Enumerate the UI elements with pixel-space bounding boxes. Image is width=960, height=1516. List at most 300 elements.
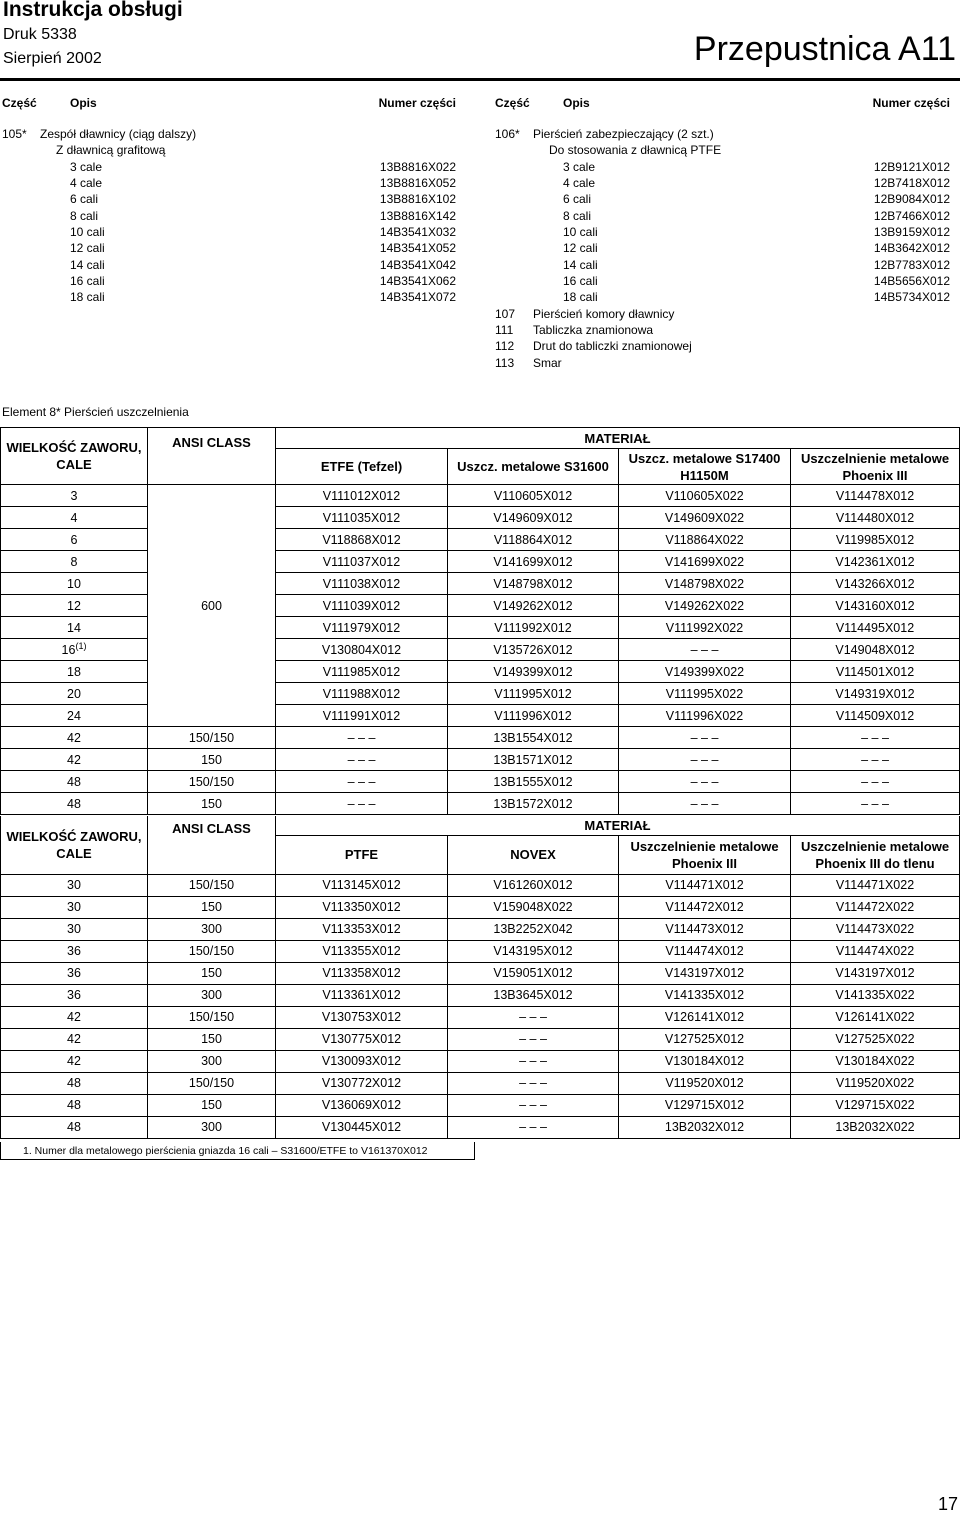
part-number-cell: V119985X012	[791, 529, 960, 551]
valve-size-cell	[1, 485, 148, 507]
size-row	[495, 289, 950, 305]
valve-size-cell: 36	[1, 962, 148, 984]
size-row	[495, 208, 950, 224]
part-number-cell: V113361X012	[276, 984, 448, 1006]
part-number-cell: – – –	[448, 1072, 619, 1094]
valve-size-cell: 30	[1, 896, 148, 918]
part-number-cell: V141699X012	[448, 551, 619, 573]
part-number-cell: V118868X012	[276, 529, 448, 551]
part-number-cell: V129715X022	[791, 1094, 960, 1116]
ansi-class-cell: 150/150	[148, 940, 276, 962]
size-row	[0, 175, 462, 191]
part-number-cell: – – –	[619, 727, 791, 749]
header-phoenix-oxygen-line1: Uszczelnienie metalowe	[800, 838, 950, 854]
part-number-cell: 13B2252X042	[448, 918, 619, 940]
part-number-cell: V113145X012	[276, 874, 448, 896]
part-number-cell: V149609X012	[448, 507, 619, 529]
size-row	[0, 240, 462, 256]
part-number-cell: – – –	[619, 771, 791, 793]
ansi-class-cell	[148, 485, 276, 507]
size-row	[495, 240, 950, 256]
part-subheading	[495, 142, 950, 158]
table-row	[1, 984, 960, 1006]
part-number: 14B3541X072	[379, 290, 456, 305]
table-row	[1, 749, 960, 771]
table-row	[1, 793, 960, 815]
seal-ring-table-1	[0, 427, 960, 815]
header-valve-size-line1: WIELKOŚĆ ZAWORU,	[6, 440, 142, 455]
part-number-cell: V143266X012	[791, 573, 960, 595]
col-desc-label: Opis	[563, 96, 590, 110]
size-row	[495, 273, 950, 289]
valve-size-cell: 48	[1, 771, 148, 793]
valve-size: 4	[70, 510, 78, 525]
size-label: 12 cali	[563, 241, 598, 256]
part-row	[0, 126, 462, 142]
table-row	[1, 1094, 960, 1116]
size-label: 8 cali	[70, 208, 99, 223]
part-number-cell: V111038X012	[276, 573, 448, 595]
page-number: 17	[937, 1494, 958, 1514]
part-number-cell: V111996X022	[619, 705, 791, 727]
part-number-cell: V149262X012	[448, 595, 619, 617]
part-desc: Drut do tabliczki znamionowej	[533, 339, 692, 354]
valve-size-cell: 42	[1, 1028, 148, 1050]
ansi-class-cell: 300	[148, 918, 276, 940]
header-material: MATERIAŁ	[276, 428, 960, 449]
ansi-class-cell	[148, 617, 276, 639]
part-number-cell: V119520X022	[791, 1072, 960, 1094]
part-number-cell: V114472X012	[619, 896, 791, 918]
valve-size-cell	[1, 617, 148, 639]
part-number: 13B8816X102	[379, 192, 456, 207]
ansi-class-cell	[148, 683, 276, 705]
size-label: 16 cali	[563, 274, 598, 289]
part-number-cell: – – –	[276, 749, 448, 771]
part-subheading	[0, 142, 462, 158]
part-number-cell: V130184X012	[619, 1050, 791, 1072]
part-number: 14B3541X032	[379, 225, 456, 240]
ansi-class-cell	[148, 661, 276, 683]
part-number-cell: V114480X012	[791, 507, 960, 529]
part-number-cell: – – –	[448, 1006, 619, 1028]
ansi-class-cell: 150	[148, 962, 276, 984]
ansi-class-cell	[148, 551, 276, 573]
valve-size-cell: 48	[1, 1072, 148, 1094]
part-number-cell: V130804X012	[276, 639, 448, 661]
valve-size: 24	[67, 708, 81, 723]
size-label: 3 cale	[70, 159, 103, 174]
part-number-cell: V114474X022	[791, 940, 960, 962]
valve-size-cell	[1, 529, 148, 551]
part-number-cell: – – –	[448, 1116, 619, 1138]
part-number-cell: – – –	[791, 749, 960, 771]
part-sub-desc: Z dławnicą grafitową	[56, 143, 166, 158]
size-row	[495, 224, 950, 240]
size-label: 14 cali	[70, 257, 105, 272]
part-number-cell: V149609X022	[619, 507, 791, 529]
footnote: 1. Numer dla metalowego pierścienia gniazda 16 cali – S31600/ETFE to V161370X012	[0, 1142, 475, 1160]
left-size-rows	[0, 159, 462, 306]
part-number-cell: – – –	[448, 1028, 619, 1050]
ansi-class-cell: 150	[148, 749, 276, 771]
part-number: 13B9159X012	[873, 225, 950, 240]
table-row	[1, 727, 960, 749]
section-title: Element 8* Pierścień uszczelnienia	[2, 405, 189, 419]
part-desc: Zespół dławnicy (ciąg dalszy)	[40, 127, 197, 141]
table-row	[1, 1072, 960, 1094]
part-row	[495, 306, 950, 322]
size-label: 10 cali	[563, 225, 598, 240]
part-id: 113	[495, 355, 515, 370]
ansi-class-cell: 150/150	[148, 771, 276, 793]
valve-size-cell: 30	[1, 918, 148, 940]
table-2-body	[1, 874, 960, 1138]
right-size-rows	[495, 159, 950, 306]
part-number-cell: – – –	[276, 793, 448, 815]
valve-size-cell	[1, 661, 148, 683]
part-number-cell: V114509X012	[791, 705, 960, 727]
valve-size: 10	[67, 576, 81, 591]
part-number-cell: V141335X022	[791, 984, 960, 1006]
valve-size-cell	[1, 705, 148, 727]
part-number-cell: V127525X022	[791, 1028, 960, 1050]
part-number-cell: V149048X012	[791, 639, 960, 661]
part-number-cell: V159051X012	[448, 962, 619, 984]
part-number: 14B3541X042	[379, 257, 456, 272]
table-1-body	[1, 485, 960, 815]
part-number: 12B9121X012	[873, 159, 950, 174]
footnote-ref: (1)	[75, 641, 87, 652]
part-number: 14B3541X062	[379, 274, 456, 289]
ansi-class-cell	[148, 507, 276, 529]
ansi-class-cell	[148, 573, 276, 595]
part-number-cell: V111992X012	[448, 617, 619, 639]
part-row	[495, 322, 950, 338]
part-number-cell: V111039X012	[276, 595, 448, 617]
part-number-cell: V142361X012	[791, 551, 960, 573]
part-number-cell: 13B2032X022	[791, 1116, 960, 1138]
size-label: 6 cali	[563, 192, 592, 207]
size-row	[0, 257, 462, 273]
size-row	[495, 175, 950, 191]
part-number-cell: V114472X022	[791, 896, 960, 918]
ansi-class-cell: 300	[148, 1116, 276, 1138]
size-label: 10 cali	[70, 225, 105, 240]
table-row	[1, 1006, 960, 1028]
valve-size-cell: 42	[1, 1050, 148, 1072]
part-number-cell: V141335X012	[619, 984, 791, 1006]
seal-ring-table-2	[0, 816, 960, 1139]
valve-size-cell	[1, 595, 148, 617]
part-number-cell: V111988X012	[276, 683, 448, 705]
header-s31600: Uszcz. metalowe S31600	[448, 449, 619, 485]
part-number-cell: V110605X012	[448, 485, 619, 507]
size-row	[495, 257, 950, 273]
part-row	[495, 355, 950, 371]
size-label: 3 cale	[563, 159, 596, 174]
part-number-cell: V149319X012	[791, 683, 960, 705]
header-s17400-line1: Uszcz. metalowe S17400	[628, 450, 781, 466]
part-number-cell: V114471X022	[791, 874, 960, 896]
size-label: 16 cali	[70, 274, 105, 289]
part-number: 14B5734X012	[873, 290, 950, 305]
size-label: 4 cale	[563, 176, 596, 191]
table-row	[1, 1050, 960, 1072]
ansi-class-cell: 150/150	[148, 727, 276, 749]
part-number-cell: V114473X012	[619, 918, 791, 940]
publication-date: Sierpień 2002	[3, 50, 102, 67]
table-row	[1, 573, 960, 595]
size-label: 18 cali	[70, 290, 105, 305]
header-ansi-class: ANSI CLASS	[148, 816, 276, 874]
ansi-class-cell	[148, 705, 276, 727]
part-number-cell: V130775X012	[276, 1028, 448, 1050]
part-number-cell: V114478X012	[791, 485, 960, 507]
ansi-class-cell: 150/150	[148, 1072, 276, 1094]
header-material: MATERIAŁ	[276, 816, 960, 835]
part-number-cell: V130093X012	[276, 1050, 448, 1072]
size-label: 14 cali	[563, 257, 598, 272]
valve-size: 8	[70, 554, 78, 569]
table-row	[1, 617, 960, 639]
valve-size-cell	[1, 551, 148, 573]
part-number-cell: V141699X022	[619, 551, 791, 573]
part-number-cell: V126141X012	[619, 1006, 791, 1028]
part-number: 13B8816X142	[379, 208, 456, 223]
part-number-cell: V130445X012	[276, 1116, 448, 1138]
part-number-cell: V161260X012	[448, 874, 619, 896]
part-number: 12B9084X012	[873, 192, 950, 207]
size-label: 6 cali	[70, 192, 99, 207]
part-number: 14B5656X012	[873, 274, 950, 289]
part-number-cell: V119520X012	[619, 1072, 791, 1094]
part-number-cell: – – –	[276, 771, 448, 793]
part-number-cell: – – –	[619, 749, 791, 771]
header-phoenix-line2: Phoenix III	[671, 855, 737, 871]
part-number-cell: – – –	[276, 727, 448, 749]
part-number-cell: V130753X012	[276, 1006, 448, 1028]
part-number-cell: V111979X012	[276, 617, 448, 639]
part-number-cell: V111012X012	[276, 485, 448, 507]
part-id: 111	[495, 323, 514, 338]
size-row	[0, 273, 462, 289]
part-row	[495, 338, 950, 354]
ansi-class-cell	[148, 595, 276, 617]
part-number-cell: V135726X012	[448, 639, 619, 661]
valve-size-cell: 36	[1, 984, 148, 1006]
part-number-cell: 13B3645X012	[448, 984, 619, 1006]
part-number-cell: V113355X012	[276, 940, 448, 962]
col-number-label: Numer części	[378, 96, 456, 110]
ansi-class-cell: 150	[148, 896, 276, 918]
header-rule	[0, 78, 960, 81]
part-number-cell: V126141X022	[791, 1006, 960, 1028]
part-number-cell: V113358X012	[276, 962, 448, 984]
valve-size: 12	[67, 598, 81, 613]
size-label: 12 cali	[70, 241, 105, 256]
part-number-cell: – – –	[791, 727, 960, 749]
header-phoenix-oxygen-line2: Phoenix III do tlenu	[815, 855, 935, 871]
header-phoenix-line1: Uszczelnienie metalowe	[800, 450, 950, 466]
part-id: 106*	[495, 127, 520, 141]
part-number-cell: V130772X012	[276, 1072, 448, 1094]
table-row	[1, 683, 960, 705]
part-number-cell: V111995X012	[448, 683, 619, 705]
part-number-cell: V148798X022	[619, 573, 791, 595]
valve-size-cell	[1, 683, 148, 705]
part-number-cell: V143195X012	[448, 940, 619, 962]
table-row	[1, 962, 960, 984]
header-phoenix	[619, 835, 791, 874]
part-number-cell: V111037X012	[276, 551, 448, 573]
part-number-cell: V114473X022	[791, 918, 960, 940]
valve-size-cell: 42	[1, 727, 148, 749]
table-row	[1, 551, 960, 573]
part-row	[495, 126, 950, 142]
header-valve-size-line2: CALE	[56, 845, 92, 861]
part-number-cell: V149399X012	[448, 661, 619, 683]
part-id: 107	[495, 306, 516, 321]
size-row	[0, 208, 462, 224]
manual-title: Instrukcja obsługi	[3, 0, 183, 21]
valve-size: 16	[61, 643, 76, 658]
col-part-label: Część	[2, 96, 37, 110]
part-number-cell: V111996X012	[448, 705, 619, 727]
part-number-cell: V114501X012	[791, 661, 960, 683]
valve-size: 18	[67, 664, 81, 679]
part-number-cell: V114474X012	[619, 940, 791, 962]
part-number-cell: V127525X012	[619, 1028, 791, 1050]
part-number-cell: V143160X012	[791, 595, 960, 617]
header-phoenix-oxygen	[791, 835, 960, 874]
ansi-class-cell	[148, 529, 276, 551]
size-label: 4 cale	[70, 176, 103, 191]
size-row	[0, 159, 462, 175]
part-sub-desc: Do stosowania z dławnicą PTFE	[549, 143, 722, 158]
part-number-cell: V149399X022	[619, 661, 791, 683]
part-desc: Tabliczka znamionowa	[533, 323, 654, 338]
header-etfe: ETFE (Tefzel)	[276, 449, 448, 485]
valve-size-cell: 48	[1, 1094, 148, 1116]
parts-list-left	[0, 95, 462, 306]
size-label: 8 cali	[563, 208, 592, 223]
part-number-cell: V114495X012	[791, 617, 960, 639]
part-number: 13B8816X022	[379, 159, 456, 174]
part-number-cell: V111035X012	[276, 507, 448, 529]
table-row	[1, 595, 960, 617]
part-number: 14B3642X012	[873, 241, 950, 256]
valve-size-cell: 48	[1, 793, 148, 815]
right-extra-parts	[495, 306, 950, 371]
part-number: 12B7466X012	[873, 208, 950, 223]
table-row	[1, 639, 960, 661]
header-s17400-line2: H1150M	[680, 467, 729, 483]
valve-size-cell: 36	[1, 940, 148, 962]
part-number-cell: V129715X012	[619, 1094, 791, 1116]
valve-size-cell: 42	[1, 1006, 148, 1028]
part-number-cell: V136069X012	[276, 1094, 448, 1116]
part-number: 12B7418X012	[873, 176, 950, 191]
part-number-cell: V113353X012	[276, 918, 448, 940]
header-phoenix-line1: Uszczelnienie metalowe	[630, 838, 779, 854]
table-row	[1, 874, 960, 896]
ansi-class-cell	[148, 639, 276, 661]
product-name: Przepustnica A11	[693, 30, 956, 68]
valve-size-cell: 30	[1, 874, 148, 896]
size-label: 18 cali	[563, 290, 598, 305]
col-number-label: Numer części	[872, 96, 950, 110]
header-ptfe: PTFE	[276, 835, 448, 874]
part-id: 112	[495, 339, 515, 354]
ansi-class: 600	[201, 598, 222, 613]
table-row	[1, 918, 960, 940]
print-number: Druk 5338	[3, 26, 77, 43]
header-novex: NOVEX	[448, 835, 619, 874]
part-number-cell: V118864X012	[448, 529, 619, 551]
part-number-cell: V149262X022	[619, 595, 791, 617]
part-desc: Smar	[533, 355, 562, 370]
part-number-cell: V130184X022	[791, 1050, 960, 1072]
size-row	[0, 191, 462, 207]
table-row	[1, 1028, 960, 1050]
part-id: 105*	[2, 127, 27, 141]
valve-size-cell	[1, 573, 148, 595]
header-valve-size-line2: CALE	[56, 457, 92, 472]
part-desc: Pierścień zabezpieczający (2 szt.)	[533, 127, 714, 141]
header-phoenix	[791, 449, 960, 485]
part-number-cell: V118864X022	[619, 529, 791, 551]
part-number-cell: – – –	[791, 771, 960, 793]
ansi-class-cell: 150	[148, 1028, 276, 1050]
part-number-cell: – – –	[619, 639, 791, 661]
parts-list-header	[495, 95, 950, 111]
part-number-cell: – – –	[448, 1050, 619, 1072]
part-number: 13B8816X052	[379, 176, 456, 191]
col-part-label: Część	[495, 96, 530, 110]
header-s17400	[619, 449, 791, 485]
part-desc: Pierścień komory dławnicy	[533, 306, 675, 321]
ansi-class-cell: 300	[148, 984, 276, 1006]
valve-size: 6	[70, 532, 78, 547]
part-number-cell: V114471X012	[619, 874, 791, 896]
table-row	[1, 940, 960, 962]
ansi-class-cell: 150/150	[148, 874, 276, 896]
parts-list-header	[0, 95, 462, 111]
part-number-cell: V110605X022	[619, 485, 791, 507]
valve-size-cell: 48	[1, 1116, 148, 1138]
size-row	[0, 289, 462, 305]
size-row	[495, 191, 950, 207]
table-row	[1, 771, 960, 793]
header-ansi-class: ANSI CLASS	[148, 428, 276, 485]
part-number-cell: V148798X012	[448, 573, 619, 595]
table-row	[1, 529, 960, 551]
valve-size-cell: 42	[1, 749, 148, 771]
table-row	[1, 485, 960, 507]
ansi-class-cell: 150	[148, 793, 276, 815]
table-row	[1, 507, 960, 529]
size-row	[495, 159, 950, 175]
size-row	[0, 224, 462, 240]
part-number-cell: 13B1554X012	[448, 727, 619, 749]
ansi-class-cell: 150	[148, 1094, 276, 1116]
table-row	[1, 661, 960, 683]
col-desc-label: Opis	[70, 96, 97, 110]
part-number: 12B7783X012	[873, 257, 950, 272]
valve-size: 14	[67, 620, 81, 635]
part-number-cell: – – –	[619, 793, 791, 815]
